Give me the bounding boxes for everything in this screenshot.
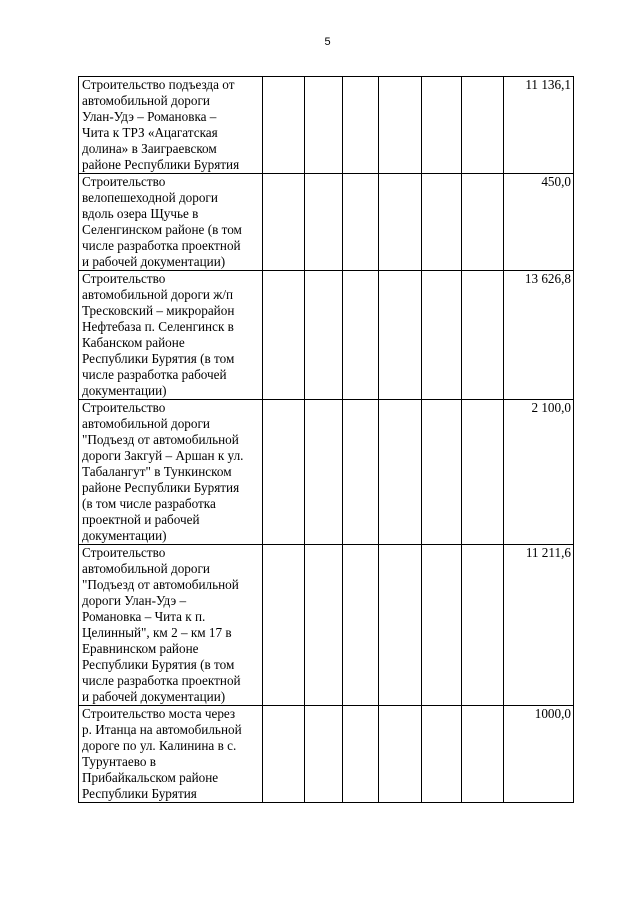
project-name-line: районе Республики Бурятия	[82, 157, 240, 172]
empty-cell	[422, 545, 462, 706]
project-name-line: дороге по ул. Калинина в с.	[82, 738, 237, 753]
project-name-line: Республики Бурятия (в том	[82, 351, 235, 366]
empty-cell	[343, 77, 379, 174]
table-row	[79, 77, 574, 174]
project-name-line: числе разработка проектной	[82, 238, 241, 253]
project-name-line: и рабочей документации)	[82, 254, 226, 269]
budget-table	[78, 76, 574, 803]
empty-cell	[305, 400, 343, 545]
empty-cell	[343, 706, 379, 803]
project-name-line: Чита к ТРЗ «Ацагатская	[82, 125, 218, 140]
empty-cell	[422, 706, 462, 803]
project-name-line: документации)	[82, 383, 167, 398]
project-name-cell	[79, 77, 263, 174]
empty-cell	[379, 400, 422, 545]
project-name-line: вдоль озера Щучье в	[82, 206, 199, 221]
empty-cell	[379, 174, 422, 271]
table-row	[79, 400, 574, 545]
page-number: 5	[324, 36, 331, 48]
empty-cell	[263, 706, 305, 803]
empty-cell	[379, 271, 422, 400]
empty-cell	[462, 271, 504, 400]
project-name-line: и рабочей документации)	[82, 689, 226, 704]
empty-cell	[263, 545, 305, 706]
project-name-line: документации)	[82, 528, 167, 543]
amount-cell: 11 211,6	[504, 545, 574, 706]
project-name-line: "Подъезд от автомобильной	[82, 432, 239, 447]
project-name-line: Турунтаево в	[82, 754, 156, 769]
project-name-line: дороги Улан-Удэ –	[82, 593, 187, 608]
empty-cell	[305, 174, 343, 271]
project-name-line: автомобильной дороги	[82, 561, 210, 576]
table-row	[79, 271, 574, 400]
project-name-line: Кабанском районе	[82, 335, 185, 350]
empty-cell	[462, 400, 504, 545]
project-name-line: числе разработка проектной	[82, 673, 241, 688]
project-name-line: числе разработка рабочей	[82, 367, 227, 382]
empty-cell	[422, 174, 462, 271]
empty-cell	[263, 400, 305, 545]
project-name-line: Республики Бурятия	[82, 786, 197, 801]
empty-cell	[305, 706, 343, 803]
empty-cell	[343, 545, 379, 706]
project-name-line: автомобильной дороги	[82, 93, 210, 108]
project-name-line: Романовка – Чита к п.	[82, 609, 206, 624]
project-name-line: автомобильной дороги	[82, 416, 210, 431]
project-name-line: Тресковский – микрорайон	[82, 303, 235, 318]
project-name-line: Строительство	[82, 174, 166, 189]
project-name-line: автомобильной дороги ж/п	[82, 287, 234, 302]
project-name-cell	[79, 545, 263, 706]
project-name-cell	[79, 400, 263, 545]
empty-cell	[343, 400, 379, 545]
project-name-line: р. Итанца на автомобильной	[82, 722, 242, 737]
table-body	[79, 77, 574, 803]
empty-cell	[379, 77, 422, 174]
amount-cell: 450,0	[504, 174, 574, 271]
project-name-line: Строительство моста через	[82, 706, 236, 721]
empty-cell	[422, 271, 462, 400]
empty-cell	[379, 706, 422, 803]
empty-cell	[263, 174, 305, 271]
amount-cell: 13 626,8	[504, 271, 574, 400]
project-name-line: Нефтебаза п. Селенгинск в	[82, 319, 234, 334]
table-row	[79, 706, 574, 803]
empty-cell	[343, 271, 379, 400]
project-name-line: проектной и рабочей	[82, 512, 200, 527]
empty-cell	[379, 545, 422, 706]
empty-cell	[263, 77, 305, 174]
amount-cell: 2 100,0	[504, 400, 574, 545]
project-name-line: Строительство подъезда от	[82, 77, 235, 92]
empty-cell	[305, 545, 343, 706]
project-name-line: дороги Закгуй – Аршан к ул.	[82, 448, 244, 463]
project-name-line: Еравнинском районе	[82, 641, 199, 656]
project-name-line: районе Республики Бурятия	[82, 480, 240, 495]
empty-cell	[462, 545, 504, 706]
empty-cell	[462, 77, 504, 174]
project-name-cell	[79, 271, 263, 400]
amount-cell: 11 136,1	[504, 77, 574, 174]
project-name-cell	[79, 706, 263, 803]
project-name-line: Улан-Удэ – Романовка –	[82, 109, 217, 124]
project-name-line: Строительство	[82, 545, 166, 560]
project-name-line: Селенгинском районе (в том	[82, 222, 242, 237]
project-name-line: Целинный", км 2 – км 17 в	[82, 625, 232, 640]
empty-cell	[263, 271, 305, 400]
project-name-cell	[79, 174, 263, 271]
project-name-line: Строительство	[82, 271, 166, 286]
empty-cell	[422, 77, 462, 174]
empty-cell	[422, 400, 462, 545]
empty-cell	[462, 174, 504, 271]
table-row	[79, 174, 574, 271]
amount-cell: 1000,0	[504, 706, 574, 803]
empty-cell	[305, 77, 343, 174]
project-name-line: "Подъезд от автомобильной	[82, 577, 239, 592]
empty-cell	[305, 271, 343, 400]
project-name-line: (в том числе разработка	[82, 496, 216, 511]
project-name-line: Республики Бурятия (в том	[82, 657, 235, 672]
project-name-line: Строительство	[82, 400, 166, 415]
empty-cell	[343, 174, 379, 271]
empty-cell	[462, 706, 504, 803]
project-name-line: Табалангут" в Тункинском	[82, 464, 232, 479]
table-row	[79, 545, 574, 706]
project-name-line: Прибайкальском районе	[82, 770, 219, 785]
project-name-line: велопешеходной дороги	[82, 190, 218, 205]
project-name-line: долина» в Заиграевском	[82, 141, 217, 156]
